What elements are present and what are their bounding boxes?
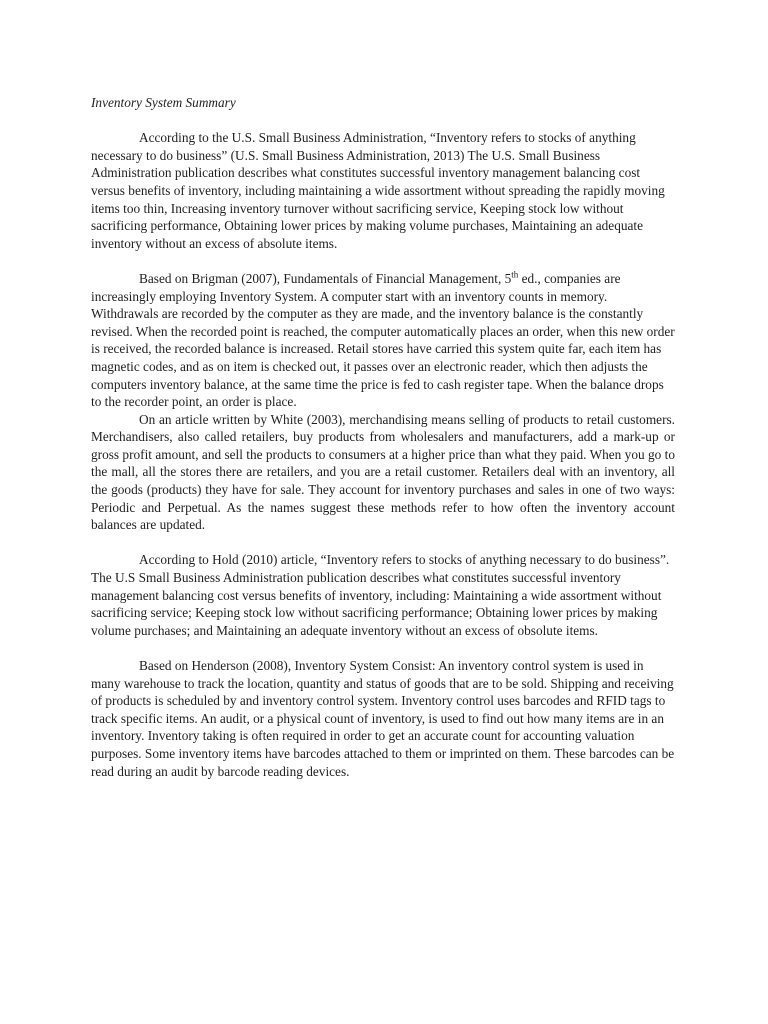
- paragraph-brigman: [91, 270, 675, 411]
- paragraph-white: On an article written by White (2003), merchandising means selling of products to retail customers. Merchandisers, also called retailers, buy products from wholesalers and manufacturers, add a mark-up or gross profit amount, and sell the products to consumers at a higher price than what they paid. When you go to the mall, all the stores there are retailers, and you are a retail customer. Retailers deal with an inventory, all the goods (products) they have for sale. They account for inventory purchases and sales in one of two ways: Periodic and Perpetual. As the names suggest these methods refer to how often the inventory account balances are updated.: [91, 411, 675, 533]
- edition-superscript: th: [511, 269, 519, 280]
- paragraph-sba-definition: According to the U.S. Small Business Administration, “Inventory refers to stocks of anything necessary to do business” (U.S. Small Business Administration, 2013) The U.S. Small Business Administration publication describes what constitutes successful inventory management balancing cost versus benefits of inventory, including maintaining a wide assortment without spreading the rapidly moving items too thin, Increasing inventory turnover without sacrificing service, Keeping stock low without sacrificing performance, Obtaining lower prices by making volume purchases, Maintaining an adequate inventory without an excess of absolute items.: [91, 130, 665, 251]
- document-body: [91, 94, 675, 780]
- paragraph-brigman-part-2: ed., companies are increasingly employing Inventory System. A computer start with an inventory counts in memory. Withdrawals are recorded by the computer as they are made, and the inventory balance is the constantly revised. When the recorded point is reached, the computer automatically places an order, when this new order is received, the recorded balance is increased. Retail stores have carried this system quite far, each item has magnetic codes, and as on item is checked out, it passes over an electronic reader, which then adjusts the computers inventory balance, at the same time the price is fed to cash register tape. When the balance drops to the recorder point, an order is place.: [91, 270, 675, 410]
- paragraph-hold: According to Hold (2010) article, “Inventory refers to stocks of anything necessary to do business”. The U.S Small Business Administration publication describes what constitutes successful inventory management balancing cost versus benefits of inventory, including: Maintaining a wide assortment without sacrificing service; Keeping stock low without sacrificing performance; Obtaining lower prices by making volume purchases; and Maintaining an adequate inventory without an excess of obsolute items.: [91, 552, 670, 638]
- document-title: Inventory System Summary: [91, 95, 236, 110]
- paragraph-brigman-part-1: Based on Brigman (2007), Fundamentals of Financial Management, 5: [139, 270, 512, 286]
- paragraph-henderson: Based on Henderson (2008), Inventory System Consist: An inventory control system is used in many warehouse to track the location, quantity and status of goods that are to be sold. Shipping and receiving of products is scheduled by and inventory control system. Inventory control uses barcodes and RFID tags to track specific items. An audit, or a physical count of inventory, is used to find out how many items are in an inventory. Inventory taking is often required in order to get an accurate count for accounting valuation purposes. Some inventory items have barcodes attached to them or imprinted on them. These barcodes can be read during an audit by barcode reading devices.: [91, 658, 675, 779]
